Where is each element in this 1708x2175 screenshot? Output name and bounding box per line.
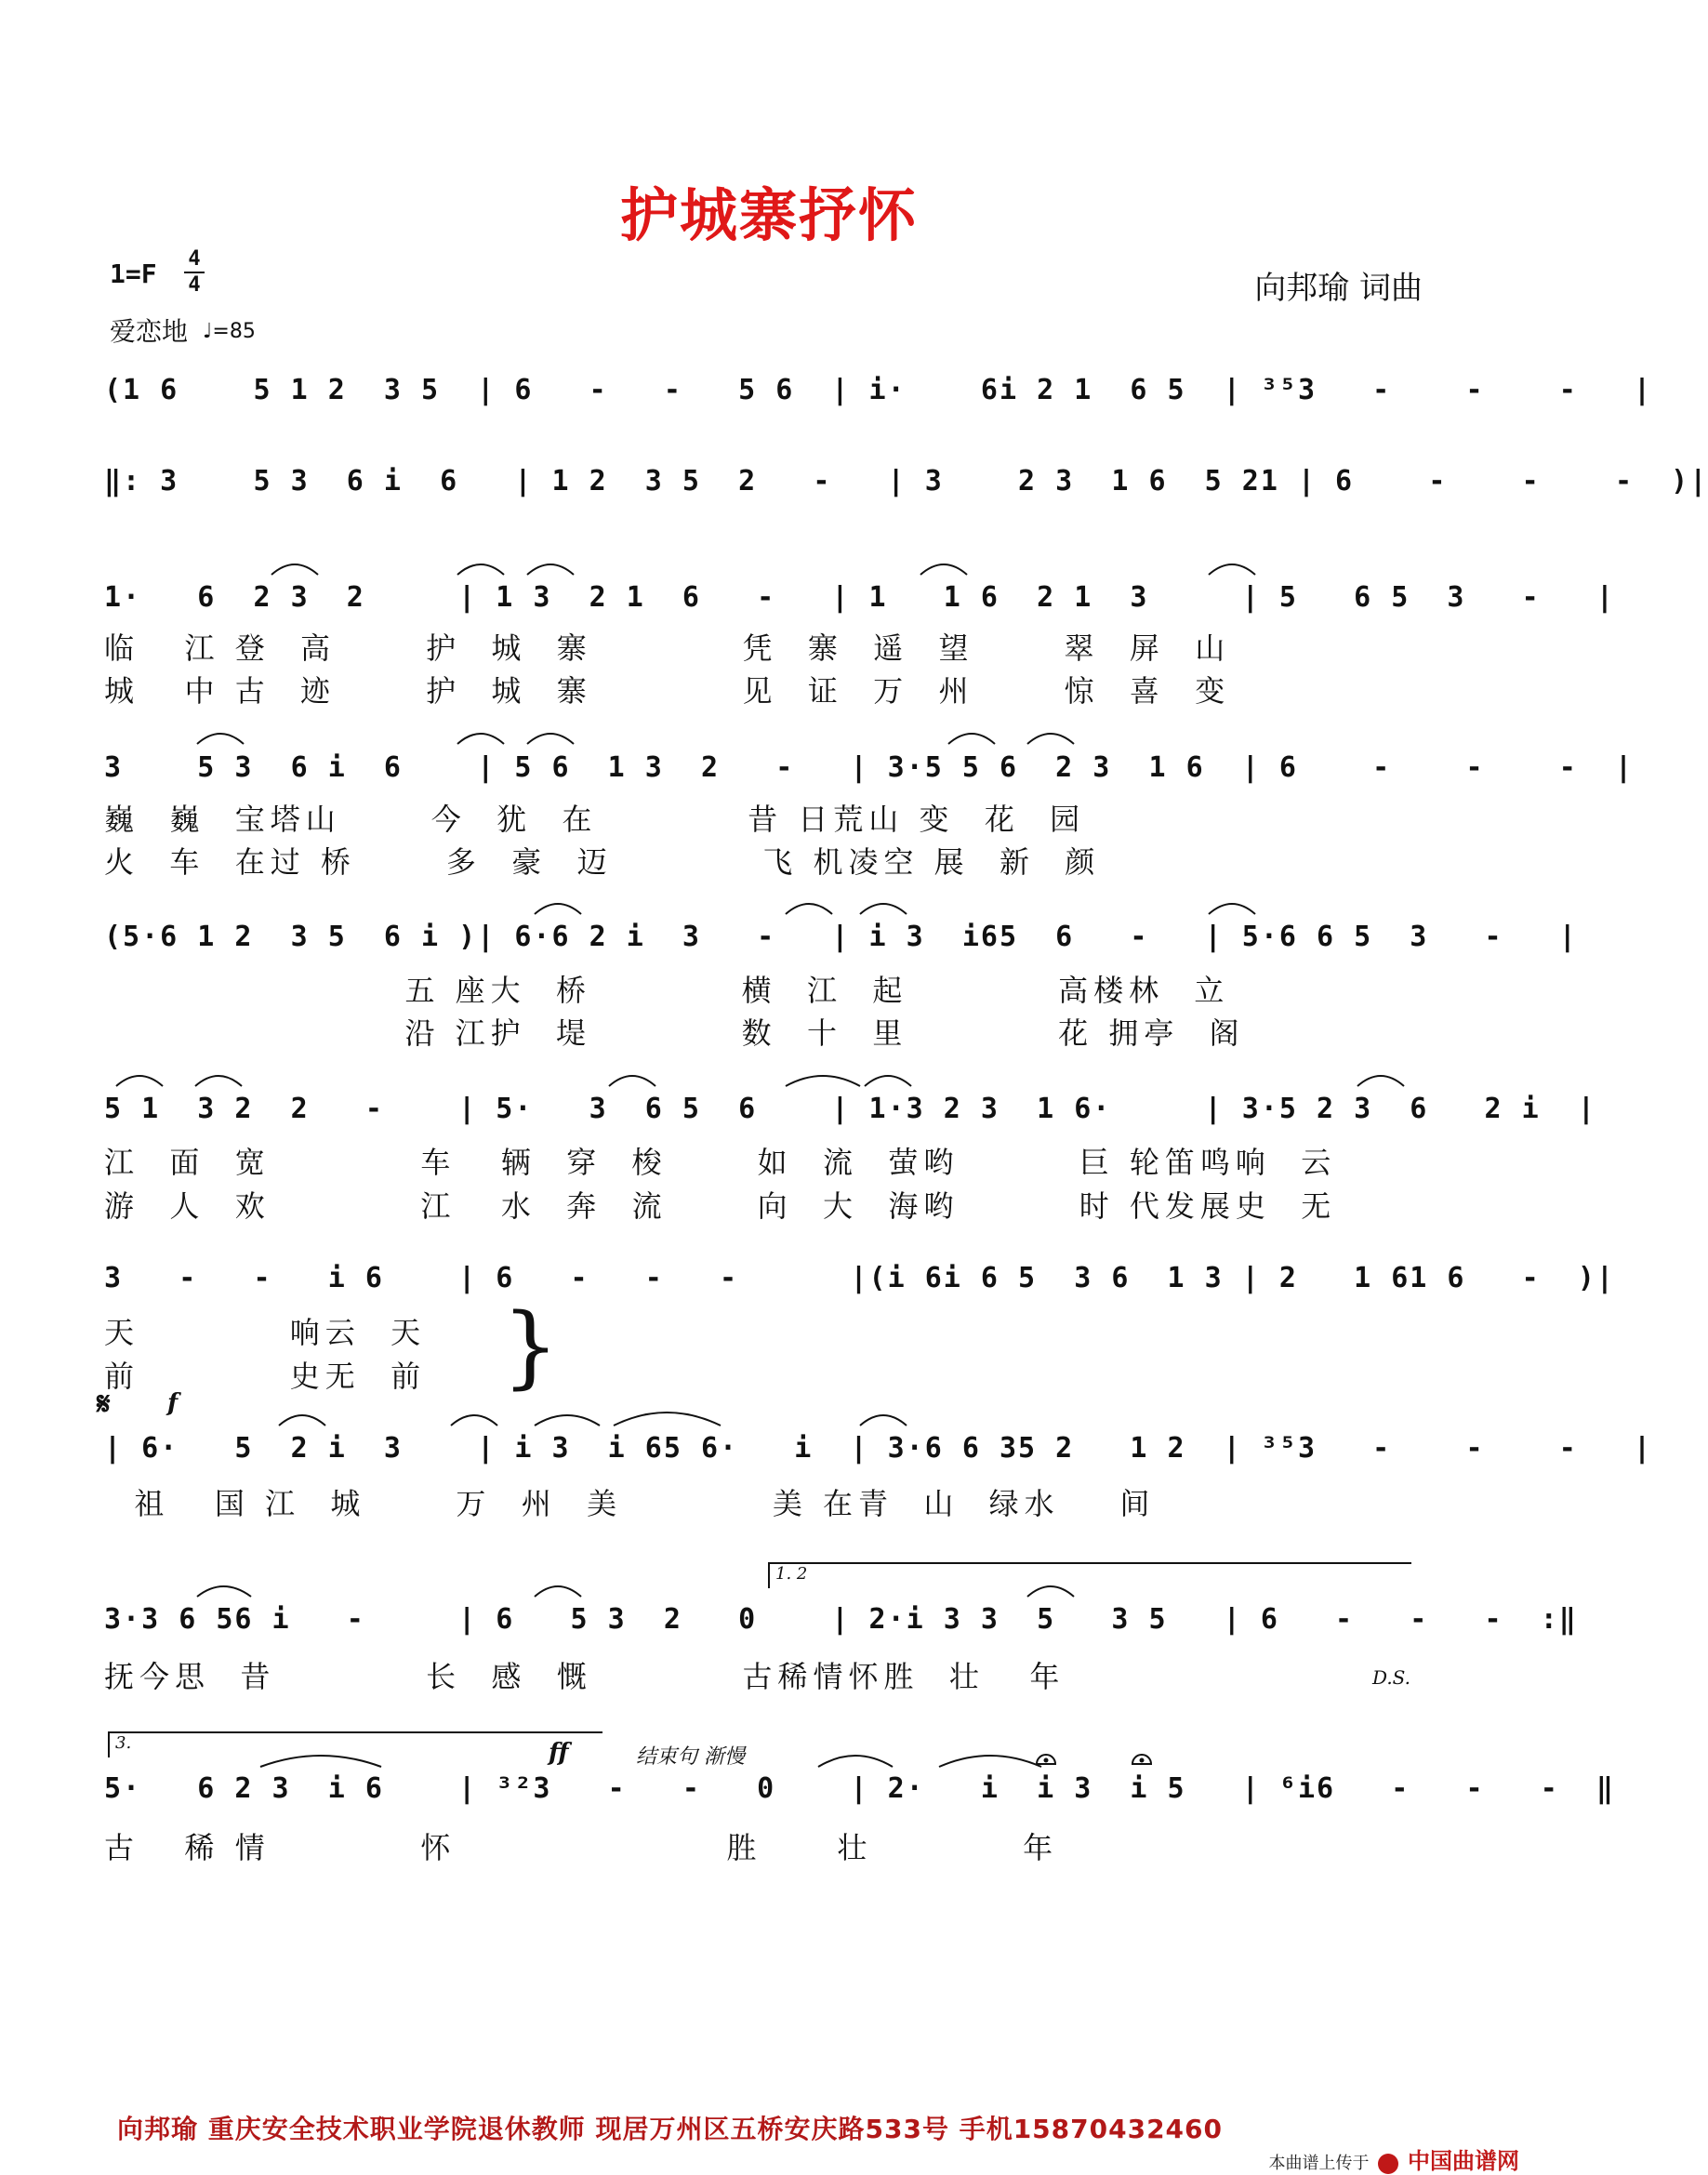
notation-row: (5·6 1 2 3 5 6 i )| 6·6 2 i 3 - | i 3 i65 6 - | 5·6 6 5 3 - | <box>104 921 1578 953</box>
time-signature <box>184 247 205 298</box>
lyric-row: 临 江 登 高 护 城 寨 凭 寨 遥 望 翠 屏 山 <box>104 630 1231 666</box>
lyric-row: 火 车 在过 桥 多 豪 迈 飞 机凌空 展 新 颜 <box>104 844 1101 880</box>
meter-top: 4 <box>188 247 201 271</box>
lyric-row: 祖 国 江 城 万 州 美 美 在青 山 绿水 间 <box>104 1486 1156 1521</box>
lyric-row: 抚今思 昔 长 感 慨 古稀情怀胜 壮 年 <box>104 1659 1066 1694</box>
upload-credit <box>1269 2142 1519 2175</box>
song-title: 护城寨抒怀 <box>619 181 918 249</box>
tempo-marking <box>203 320 256 343</box>
site-brand: 中国曲谱网 <box>1408 2148 1519 2174</box>
notation-row: (1 6 5 1 2 3 5 | 6 - - 5 6 | i· 6i 2 1 6 5 | ³⁵3 - - - | <box>104 374 1653 406</box>
lyric-row: 巍 巍 宝塔山 今 犹 在 昔 日荒山 变 花 园 <box>104 802 1086 837</box>
dal-segno-mark: D.S. <box>1372 1666 1411 1689</box>
lyric-row: 五 座大 桥 横 江 起 高楼林 立 <box>104 973 1230 1008</box>
notation-row: 3 5 3 6 i 6 | 5 6 1 3 2 - | 3·5 5 6 2 3 1 6 | 6 - - - | <box>104 751 1635 784</box>
volta-bracket-3 <box>108 1731 602 1757</box>
site-logo-icon <box>1378 2154 1398 2174</box>
notation-row: 3 - - i 6 | 6 - - - |(i 6i 6 5 3 6 1 3 | 2 1 61 6 - )| <box>104 1262 1615 1294</box>
lyric-row: 古 稀 情 怀 胜 壮 年 <box>104 1830 1059 1865</box>
lyric-row: 城 中 古 迹 护 城 寨 见 证 万 州 惊 喜 变 <box>104 673 1231 709</box>
lyric-row: 游 人 欢 江 水 奔 流 向 大 海哟 时 代发展史 无 <box>104 1188 1337 1224</box>
ending-instruction: 结束句 渐慢 <box>636 1745 745 1769</box>
lyric-row: 天 响云 天 <box>104 1315 427 1350</box>
tempo-value: =85 <box>212 320 256 343</box>
upload-prefix: 本曲谱上传于 <box>1268 2154 1370 2173</box>
notation-row: 5 1 3 2 2 - | 5· 3 6 5 6 | 1·3 2 3 1 6· | 3·5 2 3 6 2 i | <box>104 1093 1596 1125</box>
volta-bracket-1-2 <box>768 1562 1411 1588</box>
stanza-brace: } <box>502 1294 560 1399</box>
quarter-note-icon: ♩ <box>203 320 213 343</box>
volta-label: 1. 2 <box>775 1564 808 1584</box>
dynamic-fortissimo: ff <box>549 1739 569 1767</box>
lyric-row: 沿 江护 堤 数 十 里 花 拥亭 阁 <box>104 1015 1245 1051</box>
notation-row: 1· 6 2 3 2 | 1 3 2 1 6 - | 1 1 6 2 1 3 | 5 6 5 3 - | <box>104 581 1615 614</box>
composer-credit: 向邦瑜 词曲 <box>1254 270 1423 307</box>
dynamic-forte: f <box>167 1389 179 1417</box>
meter-bottom: 4 <box>184 272 205 298</box>
volta-label: 3. <box>115 1733 132 1753</box>
key-signature: 1=F <box>110 259 157 289</box>
author-info: 向邦瑜 重庆安全技术职业学院退休教师 现居万州区五桥安庆路533号 手机15870432460 <box>117 2114 1224 2144</box>
notation-row: ‖: 3 5 3 6 i 6 | 1 2 3 5 2 - | 3 2 3 1 6 5 21 | 6 - - - )| <box>104 465 1708 497</box>
segno-icon: 𝄋 <box>97 1386 111 1423</box>
expression-marking: 爱恋地 <box>110 316 189 347</box>
lyric-row: 前 史无 前 <box>104 1359 427 1394</box>
lyric-row: 江 面 宽 车 辆 穿 梭 如 流 萤哟 巨 轮笛鸣响 云 <box>104 1145 1337 1180</box>
notation-row: 5· 6 2 3 i 6 | ³²3 - - 0 | 2· i i 3 i 5 | ⁶i6 - - - ‖ <box>104 1772 1615 1805</box>
notation-row: | 6· 5 2 i 3 | i 3 i 65 6· i | 3·6 6 35 2 1 2 | ³⁵3 - - - | <box>104 1432 1653 1465</box>
notation-row: 3·3 6 56 i - | 6 5 3 2 0 | 2·i 3 3 5 3 5 | 6 - - - :‖ <box>104 1603 1578 1636</box>
